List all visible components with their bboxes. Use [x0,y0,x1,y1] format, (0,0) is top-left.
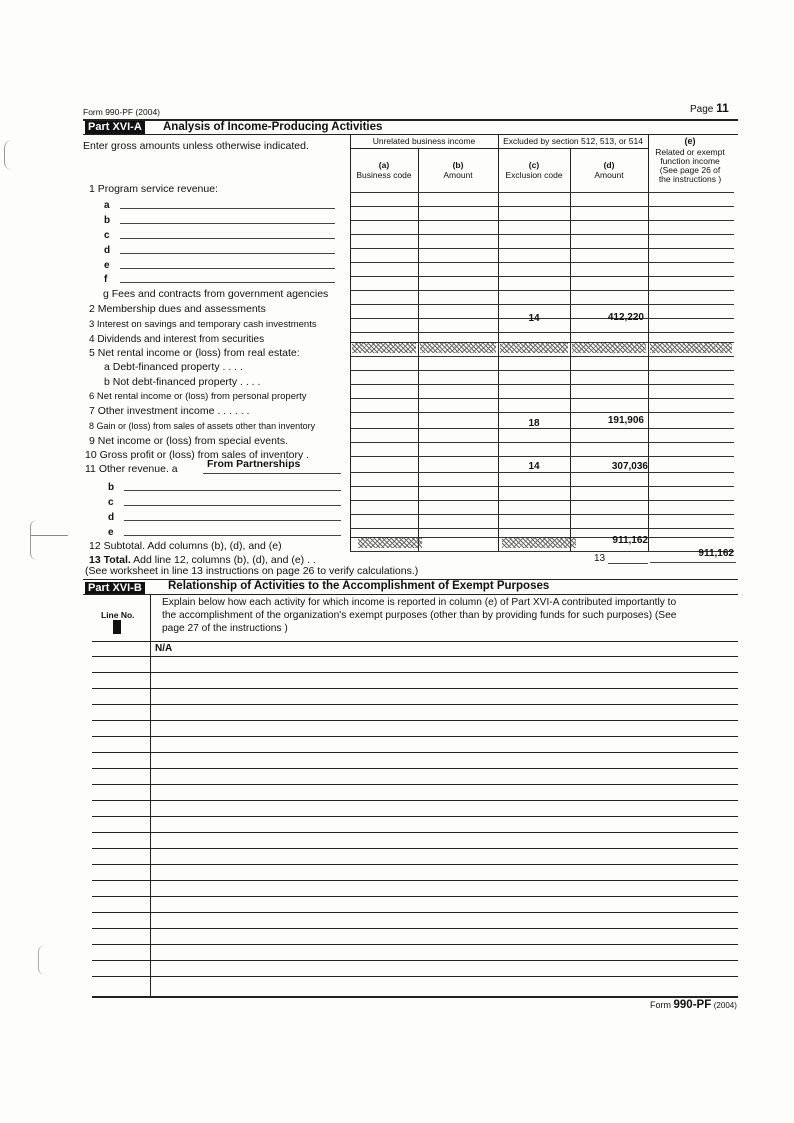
line-1c-letter: c [104,230,110,241]
col-e-desc-2: function income [660,156,720,166]
line-8-amount: 191,906 [607,415,644,426]
line-1e-blank [120,268,335,269]
line-1-label: 1 Program service revenue: [89,183,218,195]
explanation-line [92,832,738,833]
table-rule [350,412,734,413]
part-b-title-rule [83,594,738,595]
part-a-title-rule [83,134,738,135]
line-5-label: 5 Net rental income or (loss) from real estate: [89,347,300,359]
explanation-line [92,960,738,961]
line-9-label: 9 Net income or (loss) from special events. [89,435,288,447]
footer-form-prefix: Form [650,1000,671,1010]
table-rule [350,304,734,305]
line-no-header: Line No. [101,610,135,620]
col-a-letter: (a) [378,160,390,170]
col-e-letter: (e) [684,136,696,146]
table-vline-cd [570,148,571,551]
line-11a-amount: 307,036 [611,461,648,472]
line-13-number: 13 [594,553,606,564]
explanation-line [92,848,738,849]
line-3-exclusion-code: 14 [528,313,540,324]
table-rule [350,384,734,385]
line-5a-label: a Debt-financed property . . . . [104,361,243,373]
explanation-line [92,928,738,929]
part-b-bottom-rule [92,996,738,998]
line-4-label: 4 Dividends and interest from securities [89,334,265,345]
page-word: Page [690,104,714,115]
explanation-line [92,784,738,785]
explanation-line [92,768,738,769]
line-1e-letter: e [104,260,110,271]
explanation-line [92,864,738,865]
line-13-bold: 13 Total. [89,554,131,566]
line-11a-exclusion-code: 14 [528,461,540,472]
explanation-line [92,944,738,945]
explanation-line [92,672,738,673]
col-d-title: Amount [594,170,624,180]
table-rule [350,220,734,221]
col-c-letter: (c) [528,160,540,170]
explanation-header-rule [92,641,738,642]
line-11a-blank [203,473,341,474]
part-b-label: Part XVI-B [85,582,145,595]
part-b-instructions-3: page 27 of the instructions ) [162,623,288,634]
footer-form-name: 990-PF [673,999,712,1011]
explanation-line [92,800,738,801]
line-11d-letter: d [108,512,115,523]
line-1f-letter: f [104,274,108,285]
line-1b-blank [120,223,335,224]
hatched-cell [572,343,646,353]
explanation-line [92,720,738,721]
explanation-line [92,752,738,753]
line-5b-label: b Not debt-financed property . . . . [104,376,261,388]
line-no-column-divider [150,594,151,998]
table-rule [350,332,734,333]
table-rule [350,500,734,501]
table-rule [350,486,734,487]
group-header-rule [350,148,648,149]
line-11c-blank [124,505,341,506]
table-rule [350,442,734,443]
hatched-cell [650,343,732,353]
scan-artifact [30,520,37,560]
part-b-title: Relationship of Activities to the Accomplishment of Exempt Purposes [168,580,550,592]
footer-form-label [650,1000,737,1011]
line-3-label: 3 Interest on savings and temporary cash investments [89,319,317,330]
line-11b-letter: b [108,482,115,493]
hatched-cell [500,343,568,353]
footer-form-year: (2004) [713,1001,737,1010]
line-11c-letter: c [108,497,114,508]
col-b-letter: (b) [452,160,464,170]
col-e-desc-3: (See page 26 of [659,165,721,175]
line-13-total-rule [650,562,736,563]
table-rule [350,290,734,291]
table-rule [350,356,734,357]
explanation-line [92,976,738,977]
part-b-instructions-2: the accomplishment of the organization's exempt purposes (other than by providing funds for such purposes) (See [162,610,677,621]
line-12-amount: 911,162 [612,535,648,546]
part-b-first-entry: N/A [155,643,173,654]
page-label [690,103,729,115]
line-11e-letter: e [108,527,114,538]
table-rule [350,248,734,249]
table-rule [350,262,734,263]
table-rule [350,456,734,457]
line-1b-letter: b [104,215,111,226]
table-rule [350,528,734,529]
line-1g-label: g Fees and contracts from government agencies [103,288,329,300]
hatched-cell [420,343,496,353]
col-d-letter: (d) [603,160,615,170]
table-rule-header [350,192,734,193]
line-1c-blank [120,238,335,239]
col-e-desc-1: Related or exempt [655,147,725,157]
see-worksheet-note: (See worksheet in line 13 instructions on page 26 to verify calculations.) [85,565,419,577]
explanation-line [92,736,738,737]
table-vline-ab [418,148,419,551]
group-unrelated-label: Unrelated business income [372,136,476,146]
line-8-label: 8 Gain or (loss) from sales of assets other than inventory [89,421,316,431]
line-1a-letter: a [104,200,110,211]
line-11b-blank [124,490,341,491]
line-13-total: 911,162 [698,548,734,559]
line-2-label: 2 Membership dues and assessments [89,303,266,315]
explanation-line [92,704,738,705]
page-number: 11 [716,101,729,115]
part-a-label: Part XVI-A [85,121,145,134]
line-13-blank [608,563,648,564]
scan-artifact [38,945,45,975]
line-7-label: 7 Other investment income . . . . . . [89,405,250,417]
table-rule [350,472,734,473]
table-rule [350,398,734,399]
col-a-title: Business code [356,170,412,180]
part-a-instructions: Enter gross amounts unless otherwise indicated. [83,140,309,152]
group-excluded-label: Excluded by section 512, 513, or 514 [503,136,643,146]
table-rule [350,234,734,235]
explanation-line [92,688,738,689]
hatched-cell [502,538,576,548]
table-rule [350,276,734,277]
line-1d-blank [120,253,335,254]
line-11-label: 11 Other revenue. a [85,463,178,475]
col-b-title: Amount [443,170,473,180]
part-b-instructions-1: Explain below how each activity for which income is reported in column (e) of Part XVI-A contributed importantly to [162,597,677,608]
explanation-line [92,912,738,913]
col-e-desc-4: the instructions ) [658,174,722,184]
line-11e-blank [124,535,341,536]
table-rule [350,370,734,371]
part-a-title: Analysis of Income-Producing Activities [163,121,383,133]
line-1a-blank [120,208,335,209]
hatched-cell [352,343,416,353]
col-c-title: Exclusion code [505,170,563,180]
line-no-marker [113,620,121,634]
line-12-label: 12 Subtotal. Add columns (b), (d), and (e) [89,540,282,552]
line-1d-letter: d [104,245,111,256]
explanation-line [92,896,738,897]
form-label: Form 990-PF (2004) [83,107,160,117]
explanation-line [92,880,738,881]
line-8-exclusion-code: 18 [528,418,540,429]
hatched-cell [358,538,422,548]
line-11a-desc: From Partnerships [207,458,301,470]
line-3-amount: 412,220 [607,312,644,323]
line-10-label: 10 Gross profit or (loss) from sales of inventory . [85,449,310,461]
explanation-line [92,656,738,657]
line-6-label: 6 Net rental income or (loss) from personal property [89,391,307,402]
table-rule [350,514,734,515]
explanation-line [92,816,738,817]
line-1f-blank [120,282,335,283]
line-13-text: Add line 12, columns (b), (d), and (e) . . [133,554,316,566]
scan-artifact [4,140,13,170]
line-11d-blank [124,520,341,521]
table-rule [350,206,734,207]
